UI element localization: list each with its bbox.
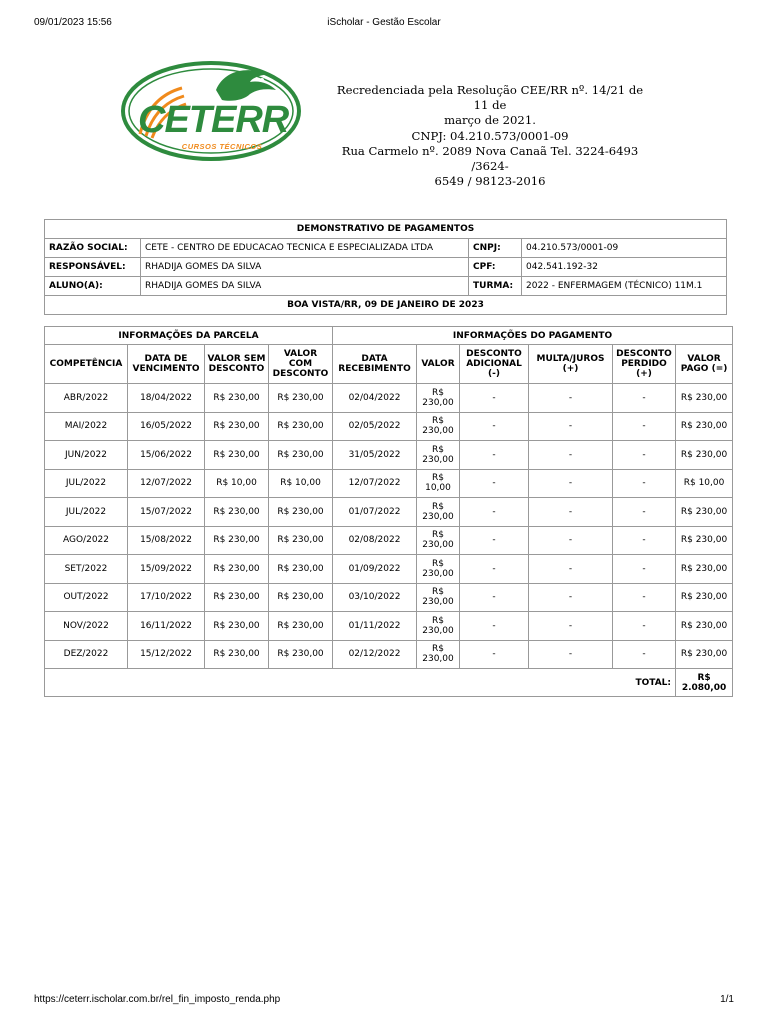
razao-social-label: RAZÃO SOCIAL:	[45, 239, 141, 257]
cpf-label: CPF:	[469, 258, 522, 276]
cell-valor-pago: R$ 10,00	[676, 469, 733, 498]
cell-desconto-perdido: -	[613, 640, 676, 669]
cell-valor-pago: R$ 230,00	[676, 583, 733, 612]
col-valor: VALOR	[417, 345, 460, 384]
cell-multa-juros: -	[529, 583, 613, 612]
cell-com-desconto: R$ 230,00	[269, 384, 333, 413]
razao-social-value: CETE - CENTRO DE EDUCACAO TECNICA E ESPECIALIZADA LTDA	[141, 239, 469, 257]
table-row	[45, 441, 733, 470]
institution-info	[330, 83, 650, 189]
institution-line: Rua Carmelo nº. 2089 Nova Canaã Tel. 3224-6493 /3624-	[341, 143, 642, 174]
ceterr-logo	[120, 60, 302, 162]
cell-recebimento: 02/08/2022	[333, 526, 417, 555]
cnpj-label: CNPJ:	[469, 239, 522, 257]
cell-valor: R$ 230,00	[417, 384, 460, 413]
table-group-header	[45, 327, 733, 345]
col-data-vencimento: DATA DE VENCIMENTO	[128, 345, 205, 384]
cell-sem-desconto: R$ 230,00	[205, 384, 269, 413]
cell-com-desconto: R$ 230,00	[269, 555, 333, 584]
cell-valor: R$ 230,00	[417, 498, 460, 527]
logo-wordmark	[138, 100, 288, 140]
cell-multa-juros: -	[529, 469, 613, 498]
cell-desconto-adicional: -	[460, 555, 529, 584]
print-page-number: 1/1	[720, 994, 734, 1005]
cell-vencimento: 15/07/2022	[128, 498, 205, 527]
cell-competencia: SET/2022	[45, 555, 128, 584]
cell-sem-desconto: R$ 230,00	[205, 555, 269, 584]
table-row	[45, 384, 733, 413]
cell-desconto-adicional: -	[460, 640, 529, 669]
cell-recebimento: 03/10/2022	[333, 583, 417, 612]
cell-recebimento: 01/09/2022	[333, 555, 417, 584]
cell-desconto-perdido: -	[613, 526, 676, 555]
table-row	[45, 612, 733, 641]
total-value: R$ 2.080,00	[676, 669, 733, 697]
responsavel-value: RHADIJA GOMES DA SILVA	[141, 258, 469, 276]
cell-valor-pago: R$ 230,00	[676, 612, 733, 641]
cell-desconto-perdido: -	[613, 612, 676, 641]
cell-valor-pago: R$ 230,00	[676, 640, 733, 669]
cell-competencia: JUN/2022	[45, 441, 128, 470]
cell-valor: R$ 230,00	[417, 412, 460, 441]
table-row	[45, 583, 733, 612]
cell-valor: R$ 230,00	[417, 640, 460, 669]
cell-recebimento: 01/07/2022	[333, 498, 417, 527]
table-row	[45, 412, 733, 441]
cell-desconto-adicional: -	[460, 583, 529, 612]
cell-recebimento: 02/04/2022	[333, 384, 417, 413]
aluno-label: ALUNO(A):	[45, 277, 141, 295]
cell-valor-pago: R$ 230,00	[676, 526, 733, 555]
institution-line: março de 2021.	[444, 113, 536, 128]
cell-recebimento: 31/05/2022	[333, 441, 417, 470]
statement-row-responsavel	[45, 258, 726, 277]
cell-valor-pago: R$ 230,00	[676, 441, 733, 470]
cell-multa-juros: -	[529, 384, 613, 413]
print-url: https://ceterr.ischolar.com.br/rel_fin_imposto_renda.php	[34, 994, 281, 1005]
statement-row-razao	[45, 239, 726, 258]
cell-vencimento: 15/09/2022	[128, 555, 205, 584]
cell-vencimento: 12/07/2022	[128, 469, 205, 498]
cell-valor-pago: R$ 230,00	[676, 555, 733, 584]
cell-valor: R$ 230,00	[417, 612, 460, 641]
cell-multa-juros: -	[529, 412, 613, 441]
cell-multa-juros: -	[529, 526, 613, 555]
cell-competencia: JUL/2022	[45, 469, 128, 498]
cell-desconto-perdido: -	[613, 583, 676, 612]
cell-valor: R$ 230,00	[417, 555, 460, 584]
cell-sem-desconto: R$ 230,00	[205, 583, 269, 612]
cell-desconto-perdido: -	[613, 412, 676, 441]
cell-competencia: JUL/2022	[45, 498, 128, 527]
group-pagamento: INFORMAÇÕES DO PAGAMENTO	[333, 327, 733, 345]
cell-desconto-perdido: -	[613, 441, 676, 470]
payments-table	[44, 326, 733, 697]
cell-valor: R$ 230,00	[417, 526, 460, 555]
cell-competencia: NOV/2022	[45, 612, 128, 641]
cell-desconto-perdido: -	[613, 384, 676, 413]
cell-valor: R$ 230,00	[417, 583, 460, 612]
total-label: TOTAL:	[45, 669, 676, 697]
cell-recebimento: 12/07/2022	[333, 469, 417, 498]
cell-valor: R$ 10,00	[417, 469, 460, 498]
col-competencia: COMPETÊNCIA	[45, 345, 128, 384]
table-row	[45, 555, 733, 584]
cell-com-desconto: R$ 230,00	[269, 640, 333, 669]
cnpj-value: 04.210.573/0001-09	[526, 243, 619, 253]
cell-multa-juros: -	[529, 441, 613, 470]
cell-com-desconto: R$ 230,00	[269, 441, 333, 470]
cell-desconto-adicional: -	[460, 469, 529, 498]
cell-valor: R$ 230,00	[417, 441, 460, 470]
aluno-value: RHADIJA GOMES DA SILVA	[141, 277, 469, 295]
group-parcela: INFORMAÇÕES DA PARCELA	[45, 327, 333, 345]
cell-competencia: ABR/2022	[45, 384, 128, 413]
cell-desconto-adicional: -	[460, 384, 529, 413]
cell-com-desconto: R$ 230,00	[269, 526, 333, 555]
cell-multa-juros: -	[529, 498, 613, 527]
print-header	[34, 17, 734, 31]
statement-box	[44, 219, 727, 315]
statement-title: DEMONSTRATIVO DE PAGAMENTOS	[45, 220, 726, 239]
cell-valor-pago: R$ 230,00	[676, 384, 733, 413]
cell-desconto-perdido: -	[613, 498, 676, 527]
cell-sem-desconto: R$ 230,00	[205, 612, 269, 641]
cell-com-desconto: R$ 230,00	[269, 412, 333, 441]
col-multa-juros: MULTA/JUROS (+)	[529, 345, 613, 384]
col-desconto-perdido: DESCONTO PERDIDO (+)	[613, 345, 676, 384]
cell-sem-desconto: R$ 230,00	[205, 526, 269, 555]
turma-label: TURMA:	[469, 277, 522, 295]
cell-competencia: AGO/2022	[45, 526, 128, 555]
cell-valor-pago: R$ 230,00	[676, 498, 733, 527]
institution-line: Recredenciada pela Resolução CEE/RR nº. 14/21 de 11 de	[336, 83, 647, 113]
cell-sem-desconto: R$ 230,00	[205, 640, 269, 669]
print-footer	[34, 994, 734, 1008]
cell-desconto-perdido: -	[613, 469, 676, 498]
cell-com-desconto: R$ 10,00	[269, 469, 333, 498]
col-valor-com-desconto: VALOR COM DESCONTO	[269, 345, 333, 384]
cell-recebimento: 01/11/2022	[333, 612, 417, 641]
cell-recebimento: 02/12/2022	[333, 640, 417, 669]
cell-vencimento: 15/08/2022	[128, 526, 205, 555]
col-valor-pago: VALOR PAGO (=)	[676, 345, 733, 384]
table-row	[45, 640, 733, 669]
cell-sem-desconto: R$ 230,00	[205, 498, 269, 527]
cell-recebimento: 02/05/2022	[333, 412, 417, 441]
total-row	[45, 669, 733, 697]
cell-multa-juros: -	[529, 555, 613, 584]
table-row	[45, 498, 733, 527]
col-valor-sem-desconto: VALOR SEM DESCONTO	[205, 345, 269, 384]
cell-vencimento: 15/12/2022	[128, 640, 205, 669]
col-desconto-adicional: DESCONTO ADICIONAL (-)	[460, 345, 529, 384]
logo-subtitle: CURSOS TÉCNICOS	[181, 142, 263, 151]
turma-value: 2022 - ENFERMAGEM (TÉCNICO) 11M.1	[526, 281, 703, 291]
table-header	[45, 345, 733, 384]
cell-competencia: DEZ/2022	[45, 640, 128, 669]
table-row	[45, 469, 733, 498]
cpf-value: 042.541.192-32	[526, 262, 598, 272]
cell-desconto-adicional: -	[460, 412, 529, 441]
cell-com-desconto: R$ 230,00	[269, 583, 333, 612]
cell-vencimento: 15/06/2022	[128, 441, 205, 470]
cell-multa-juros: -	[529, 612, 613, 641]
cell-sem-desconto: R$ 10,00	[205, 469, 269, 498]
cell-desconto-adicional: -	[460, 498, 529, 527]
cell-sem-desconto: R$ 230,00	[205, 441, 269, 470]
cell-valor-pago: R$ 230,00	[676, 412, 733, 441]
cell-com-desconto: R$ 230,00	[269, 612, 333, 641]
cell-competencia: MAI/2022	[45, 412, 128, 441]
cell-multa-juros: -	[529, 640, 613, 669]
print-datetime: 09/01/2023 15:56	[34, 17, 112, 28]
cell-vencimento: 16/05/2022	[128, 412, 205, 441]
cell-vencimento: 18/04/2022	[128, 384, 205, 413]
cell-desconto-adicional: -	[460, 612, 529, 641]
place-date: BOA VISTA/RR, 09 DE JANEIRO DE 2023	[287, 300, 484, 310]
institution-line: CNPJ: 04.210.573/0001-09	[411, 128, 569, 143]
cell-competencia: OUT/2022	[45, 583, 128, 612]
cell-vencimento: 16/11/2022	[128, 612, 205, 641]
logo-name: CETERR	[138, 99, 289, 141]
statement-row-aluno	[45, 277, 726, 296]
cell-desconto-adicional: -	[460, 441, 529, 470]
cell-desconto-perdido: -	[613, 555, 676, 584]
cell-desconto-adicional: -	[460, 526, 529, 555]
table-row	[45, 526, 733, 555]
print-page-title: iScholar - Gestão Escolar	[327, 17, 441, 28]
responsavel-label: RESPONSÁVEL:	[45, 258, 141, 276]
cell-sem-desconto: R$ 230,00	[205, 412, 269, 441]
col-data-recebimento: DATA RECEBIMENTO	[333, 345, 417, 384]
institution-line: 6549 / 98123-2016	[434, 174, 546, 189]
cell-com-desconto: R$ 230,00	[269, 498, 333, 527]
cell-vencimento: 17/10/2022	[128, 583, 205, 612]
